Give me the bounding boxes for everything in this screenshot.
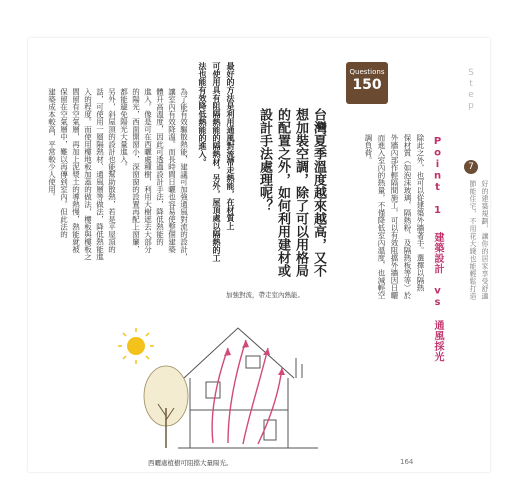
tree-icon bbox=[144, 366, 188, 448]
right-line: 調負荷。 bbox=[364, 134, 373, 164]
point-title: 建築設計 vs 通風採光 bbox=[432, 232, 443, 362]
question-title-line: 的配置之外，如何利用建材或 bbox=[275, 108, 290, 277]
book-page bbox=[28, 38, 490, 472]
right-line: 而進入室內的熱量，不僅降低室內溫度，也減輕空 bbox=[377, 134, 386, 299]
body-line: 的陽光，西面開窗小，深窗窗的設置再配上窗簾， bbox=[131, 88, 141, 253]
chapter-step-label: Step bbox=[466, 68, 476, 112]
page-number: 164 bbox=[400, 458, 414, 466]
body-line: 進入。像是可在西曬處種樹，利用大樹遮去大部分 bbox=[143, 88, 153, 253]
body-line: 間留有空氣層，再加上泥漿土的導熱慢，熱能就被 bbox=[71, 88, 81, 253]
point-label: Point 1 bbox=[432, 136, 443, 217]
right-body-text bbox=[346, 134, 426, 299]
body-line: 話，可使用一層隔熱材、通風層等做法，降低熱能進 bbox=[95, 88, 105, 261]
diagram-caption-bottom: 西曬處植樹可阻擋大量陽光。 bbox=[148, 459, 233, 467]
airflow-arrowheads bbox=[224, 340, 285, 375]
right-line: 除此之外，也可以從建築外牆著手。選擇以隔熱 bbox=[416, 134, 425, 292]
right-line: 外牆內部作輕隔間施工，可以有效阻擋外牆因日曬 bbox=[390, 134, 399, 299]
chapter-side-strip bbox=[458, 68, 490, 300]
right-line: 保材質（如泡沫玻璃、隔熱粉、及隔熱板等等）於 bbox=[403, 134, 412, 299]
body-line: 另外，斜屋頂的設計也能幫助散熱，若是平屋頂的 bbox=[107, 88, 117, 253]
question-badge bbox=[346, 62, 388, 104]
question-title-line: 設計手法處理呢？ bbox=[257, 108, 272, 212]
point-heading bbox=[430, 136, 445, 362]
answer-line: 法也能有效降低熱能的進入。 bbox=[198, 62, 207, 166]
body-line: 保留在空氣層中，難以再傳到室內。但此法的 bbox=[59, 88, 69, 238]
answer-line: 可使用具有阻隔熱能的隔熱材，另外，屋頂處以隔熱的工 bbox=[212, 62, 221, 262]
question-title-line: 台灣夏季溫度越來越高，又不 bbox=[311, 108, 326, 277]
chapter-subtitle-a: 好的建築規劃，讓你的居家享受舒適 bbox=[481, 180, 489, 300]
diagram-caption-top: 加強對流，帶走室內熱能。 bbox=[226, 291, 304, 299]
chapter-subtitle-b: 節能住宅，不用花大錢也能輕鬆打造 bbox=[469, 180, 477, 300]
body-line: 體升高溫度，因此可透過設計手法，降低熱能的 bbox=[155, 88, 165, 246]
body-line: 都能避免陽光大量進入。 bbox=[119, 88, 129, 171]
ventilation-diagram bbox=[118, 291, 328, 468]
body-line: 為了能有效驅散熱能，建議可加強通風對流的設計， bbox=[179, 88, 189, 261]
house-illustration bbox=[118, 298, 328, 468]
chapter-step-number: 7 bbox=[464, 160, 478, 174]
body-line: 建築成本較高，平常較少人使用。 bbox=[47, 88, 57, 201]
body-line: 入的程度。而使用樓地板加蓋的做法，樓板與樓板之 bbox=[83, 88, 93, 261]
body-line: 讓室內有效降溫。而長時間日曬也容易使整個建築 bbox=[167, 88, 177, 253]
question-number: 150 bbox=[352, 77, 382, 93]
question-label: Questions bbox=[349, 68, 385, 76]
sun-icon bbox=[118, 328, 154, 364]
question-title-line: 想加裝空調，除了可以用格局 bbox=[293, 108, 308, 277]
answer-line: 最好的方法是利用通風對流帶走熱能，在材質上 bbox=[226, 62, 235, 230]
